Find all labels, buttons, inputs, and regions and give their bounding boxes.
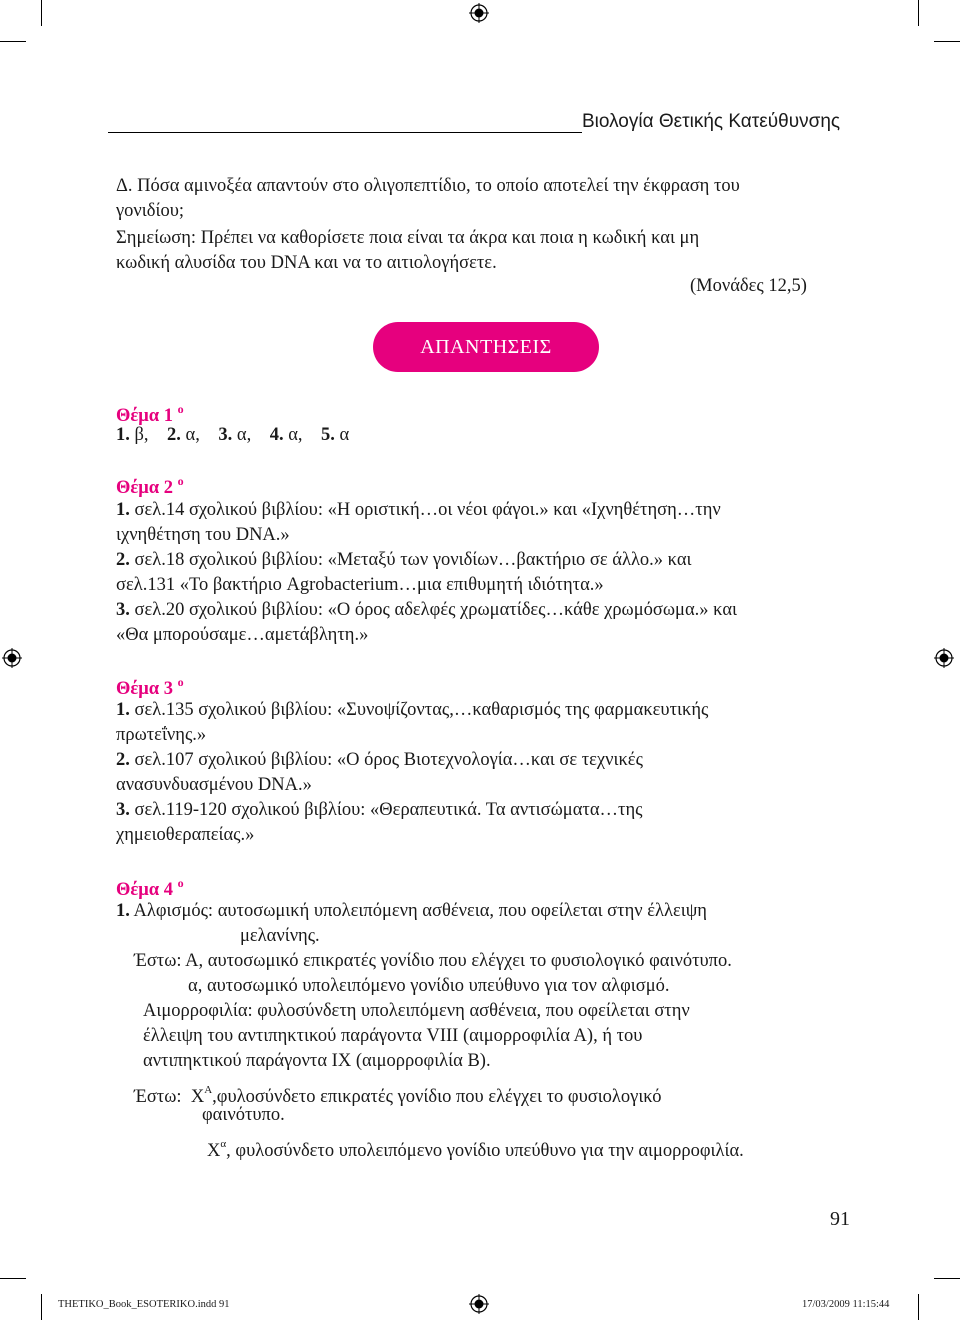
- print-footer-file: THETIKO_Book_ESOTERIKO.indd 91: [58, 1299, 230, 1310]
- topic-3-item: 3. σελ.119-120 σχολικού βιβλίου: «Θεραπευτικά. Τα αντισώματα…της: [116, 800, 643, 820]
- topic-4-line: 1. Αλφισμός: αυτοσωμική υπολειπόμενη ασθένεια, που οφείλεται στην έλλειψη: [116, 901, 707, 921]
- page-number: 91: [830, 1208, 850, 1230]
- running-header: Βιολογία Θετικής Κατεύθυνσης: [582, 111, 841, 132]
- registration-mark-icon: [934, 648, 954, 668]
- topic-4-line: $X^\alpha$, φυλοσύνδετο υπολειπόμενο γονίδιο υπεύθυνο για την αιμορροφιλία.: [207, 1138, 744, 1161]
- topic-3-item: 2. σελ.107 σχολικού βιβλίου: «Ο όρος Βιοτεχνολογία…και σε τεχνικές: [116, 750, 643, 770]
- topic-3-item-cont: ανασυνδυασμένου DNA.»: [116, 775, 312, 795]
- topic-3-item-cont: πρωτεΐνης.»: [116, 725, 207, 745]
- answers-badge: ΑΠΑΝΤΗΣΕΙΣ: [373, 322, 599, 372]
- topic-2-heading: Θέμα 2 $^o$: [116, 474, 184, 498]
- crop-mark: [934, 41, 960, 42]
- topic-4-line: φαινότυπο.: [202, 1105, 285, 1125]
- header-rule: [108, 132, 582, 133]
- crop-mark: [934, 1278, 960, 1279]
- crop-mark: [918, 1294, 919, 1320]
- topic-4-heading: Θέμα 4 $^o$: [116, 876, 184, 900]
- crop-mark: [41, 0, 42, 26]
- topic-2-item-cont: ιχνηθέτηση του DNA.»: [116, 525, 290, 545]
- topic-4-line: α, αυτοσωμικό υπολειπόμενο γονίδιο υπεύθυνο για τον αλφισμό.: [188, 976, 670, 996]
- print-footer-date: 17/03/2009 11:15:44: [802, 1299, 890, 1310]
- question-line: Σημείωση: Πρέπει να καθορίσετε ποια είναι τα άκρα και ποια η κωδική και μη: [116, 228, 700, 248]
- topic-2-item: 3. σελ.20 σχολικού βιβλίου: «Ο όρος αδελφές χρωματίδες…κάθε χρωμόσωμα.» και: [116, 600, 737, 620]
- topic-2-item-cont: «Θα μπορούσαμε…αμετάβλητη.»: [116, 625, 369, 645]
- topic-1-answers: 1. β, 2. α, 3. α, 4. α, 5. α: [116, 425, 350, 445]
- topic-4-line: αντιπηκτικού παράγοντα IX (αιμορροφιλία Β).: [143, 1051, 491, 1071]
- topic-4-line: Έστω: $X^A,\varphi\upsilon\lambda o\sigma ύ\nu\delta\varepsilon\tau o$ επικρατές γονίδιο που ελέγχει το φυσιολογικό: [134, 1084, 662, 1107]
- registration-mark-icon: [2, 648, 22, 668]
- topic-2-item: 2. σελ.18 σχολικού βιβλίου: «Μεταξύ των γονιδίων…βακτήριο σε άλλο.» και: [116, 550, 692, 570]
- registration-mark-icon: [469, 1294, 489, 1314]
- topic-4-line: έλλειψη του αντιπηκτικού παράγοντα VIII (αιμορροφιλία Α), ή του: [143, 1026, 643, 1046]
- crop-mark: [41, 1294, 42, 1320]
- topic-3-heading: Θέμα 3 $^o$: [116, 675, 184, 699]
- crop-mark: [0, 41, 26, 42]
- topic-4-line: μελανίνης.: [240, 926, 320, 946]
- question-line: Δ. Πόσα αμινοξέα απαντούν στο ολιγοπεπτίδιο, το οποίο αποτελεί την έκφραση του: [116, 176, 740, 196]
- question-line: γονιδίου;: [116, 201, 185, 221]
- topic-3-item-cont: χημειοθεραπείας.»: [116, 825, 255, 845]
- topic-1-heading: Θέμα 1 $^o$: [116, 402, 184, 426]
- topic-2-item-cont: σελ.131 «Το βακτήριο Agrobacterium…μια επιθυμητή ιδιότητα.»: [116, 575, 604, 595]
- topic-2-item: 1. σελ.14 σχολικού βιβλίου: «Η οριστική…οι νέοι φάγοι.» και «Ιχνηθέτηση…την: [116, 500, 721, 520]
- crop-mark: [918, 0, 919, 26]
- question-line: κωδική αλυσίδα του DNA και να το αιτιολογήσετε.: [116, 253, 497, 273]
- topic-4-line: Αιμορροφιλία: φυλοσύνδετη υπολειπόμενη ασθένεια, που οφείλεται στην: [143, 1001, 690, 1021]
- question-marks: (Μονάδες 12,5): [690, 276, 807, 296]
- topic-3-item: 1. σελ.135 σχολικού βιβλίου: «Συνοψίζοντας,…καθαρισμός της φαρμακευτικής: [116, 700, 709, 720]
- topic-4-line: Έστω: Α, αυτοσωμικό επικρατές γονίδιο που ελέγχει το φυσιολογικό φαινότυπο.: [134, 951, 732, 971]
- registration-mark-icon: [469, 3, 489, 23]
- crop-mark: [0, 1278, 26, 1279]
